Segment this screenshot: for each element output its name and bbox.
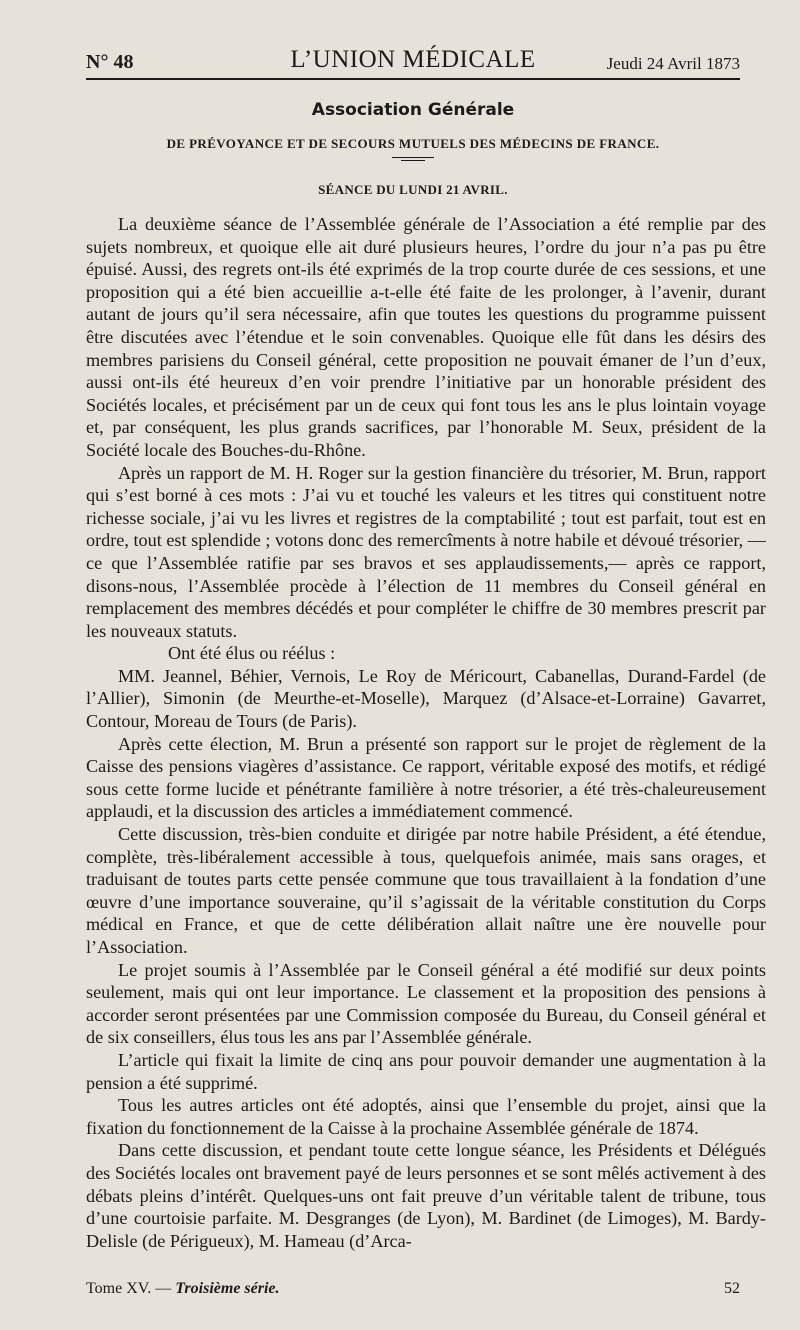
paragraph-members-list: MM. Jeannel, Béhier, Vernois, Le Roy de Méricourt, Cabanellas, Durand-Fardel (de l’Allier), Simonin (de Meurthe-et-Moselle), Marquez (d’Alsace-et-Lorraine) Gavarret, Contour, Moreau de Tours (de Paris). [86, 665, 766, 732]
footer-volume [86, 1280, 280, 1298]
paragraph: Après cette élection, M. Brun a présenté son rapport sur le projet de règlement de la Caisse des pensions viagères d’assistance. Ce rapport, véritable exposé des motifs, et rédigé sous cette forme lucide et pénétrante familière à notre trésorier, a été très-chaleureusement applaudi, et la discussion des articles a immédiatement commencé. [86, 733, 766, 822]
page-number: 52 [724, 1280, 740, 1297]
paragraph: Après un rapport de M. H. Roger sur la gestion financière du trésorier, M. Brun, rapport qui s’est borné à ces mots : J’ai vu et touché les valeurs et les titres qui constituent notre richesse sociale, j’ai vu les livres et registres de la comptabilité ; tout est parfait, tout est en ordre, tout est splendide ; votons donc des remercîments à notre habile et dévoué trésorier, — ce que l’Assemblée ratifie par ses bravos et ses applaudissements,— après ce rapport, disons-nous, l’Assemblée procède à l’élection de 11 membres du Conseil général en remplacement des membres décédés et pour compléter le chiffre de 30 membres prescrit par les nouveaux statuts. [86, 462, 766, 641]
ornament-rule-short [401, 160, 425, 161]
footer-serie: Troisième série. [175, 1280, 280, 1297]
paragraph: L’article qui fixait la limite de cinq ans pour pouvoir demander une augmentation à la pension a été supprimé. [86, 1049, 766, 1093]
ornament-rule [392, 157, 434, 158]
masthead [86, 40, 740, 80]
paragraph-elus: Ont été élus ou réélus : [168, 643, 336, 664]
issue-date: Jeudi 24 Avril 1873 [606, 54, 740, 73]
footer-tome: Tome XV. — [86, 1280, 172, 1297]
article-body [86, 213, 766, 1252]
paragraph: Cette discussion, très-bien conduite et dirigée par notre habile Président, a été étendue, complète, très-libéralement accessible à tous, quelquefois animée, mais sans orages, et traduisant de toutes parts cette pensée commune que tous travaillaient à la fondation d’une œuvre d’une importance souveraine, qu’il s’agissait de la véritable constitution du Corps médical en France, et que de cette délibération allait naître une ère nouvelle pour l’Association. [86, 824, 766, 957]
section-title: Association Générale [311, 100, 515, 120]
section-subtitle: DE PRÉVOYANCE ET DE SECOURS MUTUELS DES MÉDECINS DE FRANCE. [166, 136, 660, 151]
paragraph: La deuxième séance de l’Assemblée générale de l’Association a été remplie par des sujets nombreux, et quoique elle ait duré plusieurs heures, l’ordre du jour n’a pas pu être épuisé. Aussi, des regrets ont-ils été exprimés de la trop courte durée de ces sessions, et une proposition qui a été bien accueillie a-t-elle été faite de les prolonger, à l’avenir, durant autant de jours qu’il sera nécessaire, afin que toutes les questions du programme puissent être discutées avec l’étendue et le soin convenables. Quoique elle fût dans les désirs des membres parisiens du Conseil général, cette proposition ne pouvait émaner de l’un d’eux, aussi ont-ils été heureux d’en voir prendre l’initiative par un honorable président des Sociétés locales, et précisément par un de ceux qui font tous les ans le plus lointain voyage et, par conséquent, les plus grands sacrifices, par l’honorable M. Seux, président de la Société locale des Bouches-du-Rhône. [86, 214, 766, 460]
issue-number: N° 48 [86, 51, 134, 73]
page-footer [86, 1280, 740, 1304]
paragraph: Dans cette discussion, et pendant toute cette longue séance, les Présidents et Délégués des Sociétés locales ont bravement payé de leurs personnes et se sont mêlés activement à des débats pleins d’intérêt. Quelques-uns ont fait preuve d’un véritable talent de tribune, tous d’une courtoisie parfaite. M. Desgranges (de Lyon), M. Bardinet (de Limoges), M. Bardy-Delisle (de Périgueux), M. Hameau (d’Arca- [86, 1140, 766, 1251]
header-rule [86, 78, 740, 80]
seance-heading: SÉANCE DU LUNDI 21 AVRIL. [318, 182, 508, 197]
journal-title: L’UNION MÉDICALE [290, 46, 536, 73]
paragraph: Le projet soumis à l’Assemblée par le Conseil général a été modifié sur deux points seulement, mais qui ont leur importance. Le classement et la proposition des pensions à accorder seront présentées par une Commission composée du Bureau, du Conseil général et de six conseillers, élus tous les ans par l’Assemblée générale. [86, 959, 766, 1048]
paragraph: Tous les autres articles ont été adoptés, ainsi que l’ensemble du projet, ainsi que la fixation du fonctionnement de la Caisse à la prochaine Assemblée générale de 1874. [86, 1095, 766, 1138]
